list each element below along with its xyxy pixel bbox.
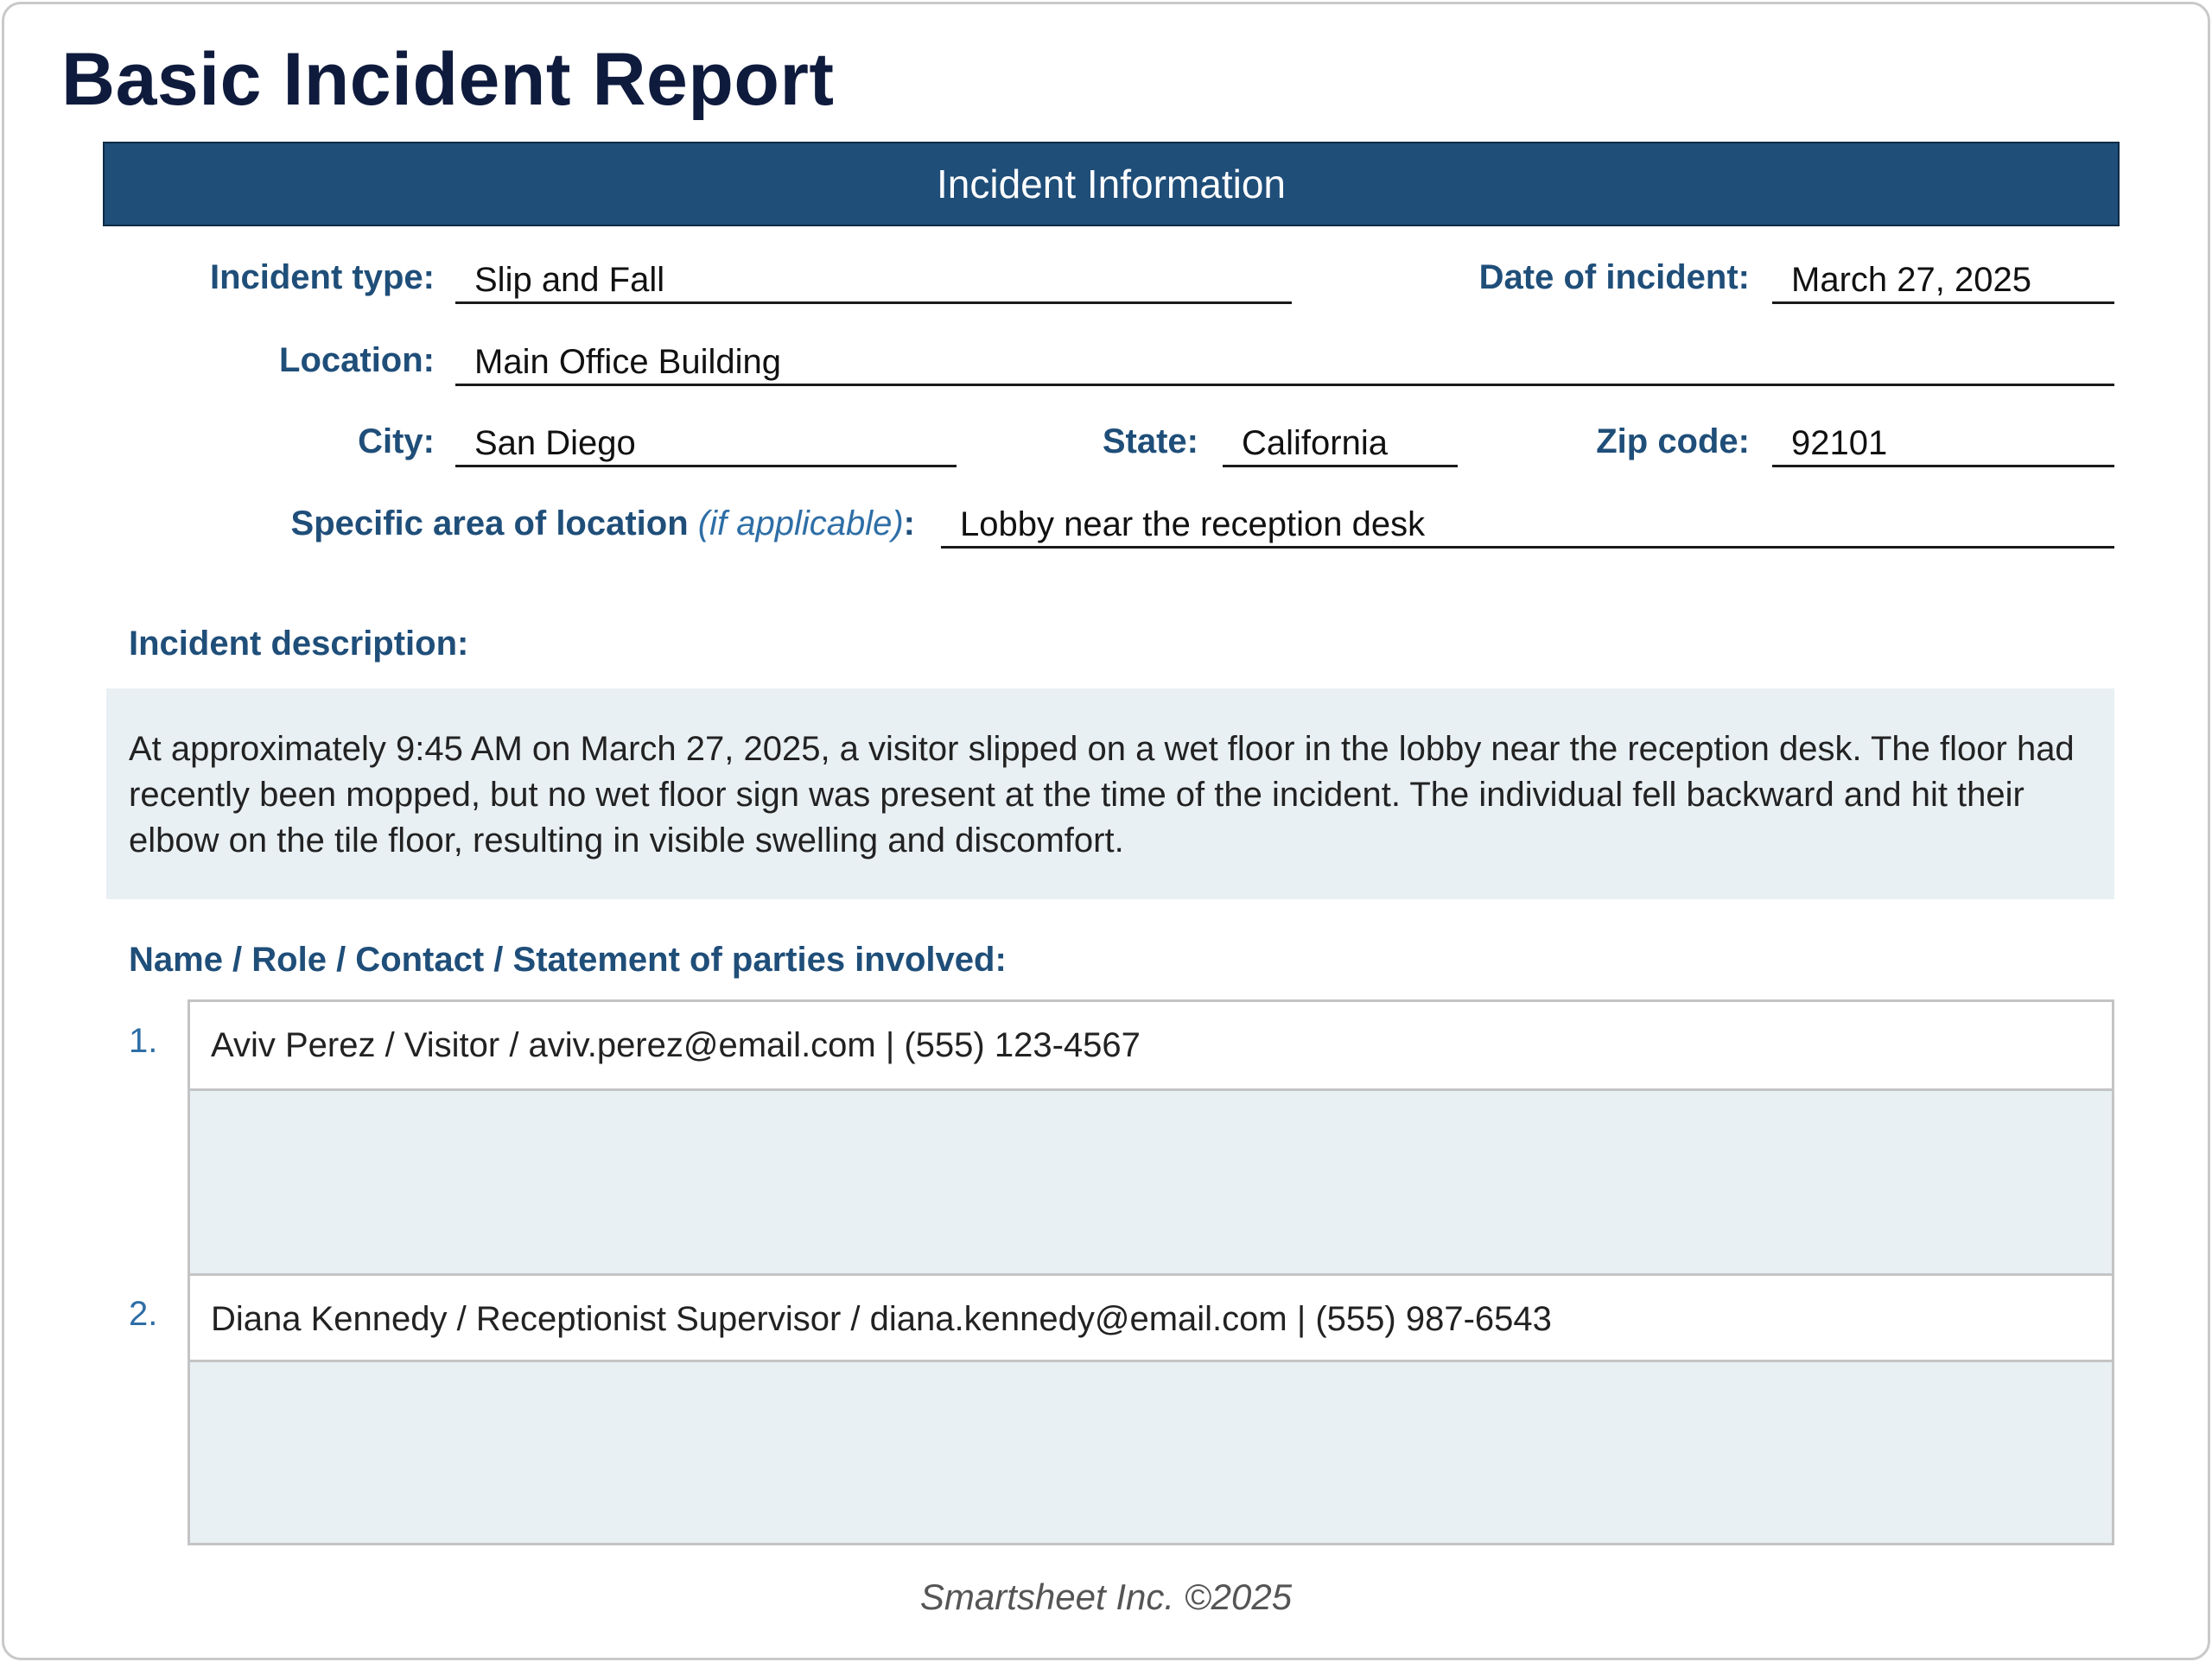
state-field[interactable]: California: [1223, 419, 1458, 467]
specific-area-colon: :: [903, 504, 915, 542]
location-field[interactable]: Main Office Building: [455, 338, 2114, 386]
date-of-incident-label: Date of incident:: [1478, 258, 1750, 296]
page-title: Basic Incident Report: [61, 38, 835, 121]
location-label: Location:: [279, 341, 435, 379]
party-number-2: 2.: [129, 1295, 158, 1333]
zip-code-label: Zip code:: [1596, 422, 1750, 460]
parties-involved-label: Name / Role / Contact / Statement of parties involved:: [129, 941, 1007, 979]
specific-area-hint: (if applicable): [697, 504, 904, 542]
zip-code-field[interactable]: 92101: [1772, 419, 2114, 467]
section-header: Incident Information: [103, 142, 2120, 226]
city-field[interactable]: San Diego: [455, 419, 957, 467]
specific-area-label-text: Specific area of location: [290, 504, 689, 542]
party-number-1: 1.: [129, 1022, 158, 1060]
incident-type-field[interactable]: Slip and Fall: [455, 256, 1292, 304]
party-info-1[interactable]: Aviv Perez / Visitor / aviv.perez@email.com | (555) 123-4567: [190, 1002, 2112, 1088]
footer-copyright: Smartsheet Inc. ©2025: [919, 1576, 1293, 1617]
incident-type-label: Incident type:: [209, 258, 435, 296]
date-of-incident-field[interactable]: March 27, 2025: [1772, 256, 2114, 304]
specific-area-label: [291, 504, 915, 543]
incident-description-field[interactable]: At approximately 9:45 AM on March 27, 2025, a visitor slipped on a wet floor in the lobby near the reception desk. The floor had recently been mopped, but no wet floor sign was present at the time of the incident. The individual fell backward and hit their elbow on the tile floor, resulting in visible swelling and discomfort.: [106, 688, 2114, 899]
party-info-2[interactable]: Diana Kennedy / Receptionist Supervisor / diana.kennedy@email.com | (555) 987-6543: [190, 1273, 2112, 1360]
incident-description-label: Incident description:: [129, 625, 469, 663]
state-label: State:: [1102, 422, 1198, 460]
specific-area-field[interactable]: Lobby near the reception desk: [941, 500, 2114, 549]
party-statement-1[interactable]: [190, 1088, 2112, 1273]
city-label: City:: [358, 422, 435, 460]
party-statement-2[interactable]: [190, 1360, 2112, 1543]
parties-table: [188, 999, 2114, 1545]
document-frame: [2, 2, 2210, 1660]
